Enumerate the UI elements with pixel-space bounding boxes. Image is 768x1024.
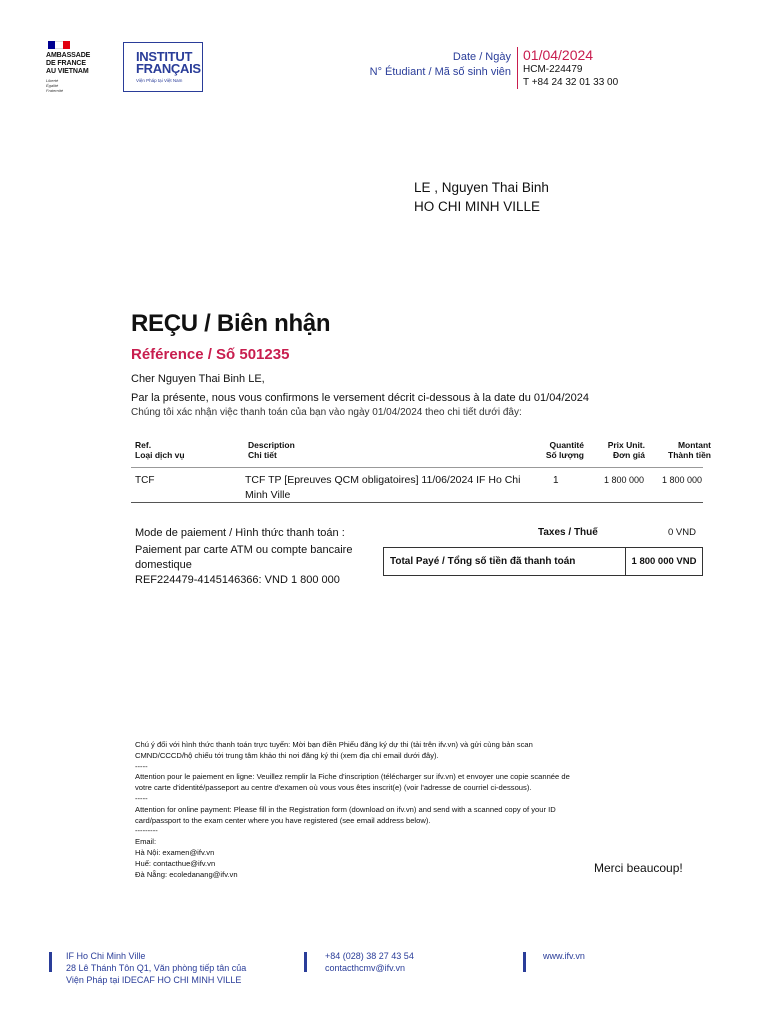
thank-you-text: Merci beaucoup! bbox=[594, 861, 683, 875]
recipient-city: HO CHI MINH VILLE bbox=[414, 199, 541, 214]
ambassade-line-1: AMBASSADE bbox=[46, 52, 91, 59]
institut-logo-line-2: FRANÇAIS bbox=[136, 61, 201, 76]
ambassade-line-2: DE FRANCE bbox=[46, 60, 86, 67]
flag-blue-stripe bbox=[48, 41, 55, 49]
row-description: TCF TP [Epreuves QCM obligatoires] 11/06/2024 IF Ho Chi Minh Ville bbox=[245, 474, 521, 501]
motto-line-2: Égalité bbox=[46, 83, 59, 88]
footer-bar-3 bbox=[523, 952, 526, 972]
taxes-label: Taxes / Thuế bbox=[538, 527, 598, 538]
receipt-reference: Référence / Số 501235 bbox=[131, 346, 290, 363]
email-hanoi: Hà Nội: examen@ifv.vn bbox=[135, 847, 215, 857]
taxes-value: 0 VND bbox=[668, 527, 696, 538]
confirmation-text-vn: Chúng tôi xác nhận việc thanh toán của bạn vào ngày 01/04/2024 theo chi tiết dưới đây: bbox=[131, 407, 522, 418]
footer-contact-block bbox=[325, 950, 414, 974]
ambassade-name bbox=[46, 52, 116, 76]
recipient-name: LE , Nguyen Thai Binh bbox=[414, 180, 549, 195]
footer-address-line-1: 28 Lê Thánh Tôn Q1, Văn phòng tiếp tân của bbox=[66, 963, 247, 973]
footer-bar-2 bbox=[304, 952, 307, 972]
french-flag-icon bbox=[48, 41, 70, 49]
column-header-unit-price bbox=[608, 440, 645, 460]
row-amount: 1 800 000 bbox=[661, 475, 702, 485]
footer-address-line-2: Viện Pháp tại IDECAF HO CHI MINH VILLE bbox=[66, 975, 242, 985]
student-number-value: HCM-224479 bbox=[523, 64, 583, 75]
row-quantity: 1 bbox=[553, 475, 559, 486]
payment-method-detail bbox=[135, 543, 365, 588]
payment-reference: REF224479-4145146366: VND 1 800 000 bbox=[135, 574, 340, 586]
note-vn: Chú ý đối với hình thức thanh toán trực tuyến: Mời bạn điền Phiếu đăng ký dự thi (tải trên ifv.vn) và gửi cùng bản scan CMND/CCCD/hộ chiếu tới trung tâm khảo thi nơi đăng ký thi (xem địa chỉ email dưới đây). bbox=[135, 740, 535, 760]
email-danang: Đà Nẵng: ecoledanang@ifv.vn bbox=[135, 869, 238, 879]
payment-method-label: Mode de paiement / Hình thức thanh toán : bbox=[135, 527, 345, 539]
column-header-amount bbox=[668, 440, 711, 460]
payment-notes bbox=[135, 740, 575, 880]
table-bottom-divider bbox=[131, 502, 703, 503]
column-header-unit-price-fr: Prix Unit. bbox=[607, 440, 645, 450]
column-header-quantity bbox=[546, 440, 584, 460]
institut-logo-line-1: INSTITUT bbox=[136, 49, 193, 64]
ambassade-line-3: AU VIETNAM bbox=[46, 68, 89, 75]
email-heading: Email: bbox=[135, 837, 157, 847]
column-header-quantity-vn: Số lượng bbox=[545, 450, 584, 460]
institut-logo-tagline: Viện Pháp tại Việt Nam bbox=[136, 78, 183, 83]
total-paid-box bbox=[383, 547, 703, 576]
footer-address-block bbox=[66, 950, 246, 986]
column-header-amount-vn: Thành tiền bbox=[668, 450, 711, 460]
column-header-amount-fr: Montant bbox=[677, 440, 711, 450]
header-meta-values bbox=[523, 47, 618, 89]
note-separator-1: ----- bbox=[135, 761, 148, 771]
footer-org: IF Ho Chi Minh Ville bbox=[66, 951, 146, 961]
footer-phone: +84 (028) 38 27 43 54 bbox=[325, 951, 414, 961]
flag-red-stripe bbox=[63, 41, 70, 49]
footer-email[interactable]: contacthcmv@ifv.vn bbox=[325, 963, 405, 973]
date-value: 01/04/2024 bbox=[523, 47, 594, 63]
student-number-label: N° Étudiant / Mã số sinh viên bbox=[369, 66, 511, 78]
payment-method-type: Paiement par carte ATM ou compte bancaire domestique bbox=[135, 544, 353, 571]
date-label: Date / Ngày bbox=[452, 51, 511, 63]
ambassade-logo bbox=[46, 41, 116, 93]
meta-divider bbox=[517, 47, 518, 89]
email-hue: Huế: contacthue@ifv.vn bbox=[135, 858, 216, 868]
footer-bar-1 bbox=[49, 952, 52, 972]
confirmation-text-fr: Par la présente, nous vous confirmons le versement décrit ci-dessous à la date du 01/04/2024 bbox=[131, 392, 589, 404]
total-paid-value: 1 800 000 VND bbox=[631, 556, 697, 567]
motto-line-1: Liberté bbox=[46, 78, 59, 83]
flag-white-stripe bbox=[55, 41, 62, 49]
column-header-description-vn: Chi tiết bbox=[248, 450, 277, 460]
note-separator-2: ----- bbox=[135, 793, 148, 803]
greeting: Cher Nguyen Thai Binh LE, bbox=[131, 373, 265, 385]
column-header-unit-price-vn: Đơn giá bbox=[612, 450, 645, 460]
column-header-quantity-fr: Quantité bbox=[549, 440, 584, 450]
ambassade-motto bbox=[46, 78, 116, 93]
note-fr: Attention pour le paiement en ligne: Veuillez remplir la Fiche d'inscription (télécharger sur ifv.vn) et envoyer une copie scannée de votre carte d'identité/passeport au centre d'examen où vous vous êtes inscrit(e) (voir l'adresse de courriel ci-dessous). bbox=[135, 772, 572, 793]
recipient-address bbox=[414, 178, 549, 216]
table-header-divider bbox=[131, 467, 703, 468]
note-en: Attention for online payment: Please fill in the Registration form (download on ifv.vn) and send with a scanned copy of your ID card/passport to the exam center where you have registered (see email address below). bbox=[135, 804, 558, 825]
note-separator-3: --------- bbox=[135, 826, 158, 836]
institut-francais-logo bbox=[123, 42, 203, 92]
column-header-description-fr: Description bbox=[248, 440, 295, 450]
receipt-title: REÇU / Biên nhận bbox=[131, 310, 331, 337]
column-header-ref-vn: Loại dịch vụ bbox=[135, 450, 185, 460]
column-header-description bbox=[248, 440, 295, 460]
row-ref: TCF bbox=[135, 475, 155, 486]
footer-website[interactable]: www.ifv.vn bbox=[543, 951, 585, 961]
phone-number: T +84 24 32 01 33 00 bbox=[523, 77, 619, 88]
row-unit-price: 1 800 000 bbox=[603, 475, 644, 485]
column-header-ref bbox=[135, 440, 185, 460]
column-header-ref-fr: Ref. bbox=[135, 440, 152, 450]
motto-line-3: Fraternité bbox=[46, 88, 64, 93]
header-meta-labels bbox=[370, 50, 511, 80]
total-paid-label: Total Payé / Tổng số tiền đã thanh toán bbox=[384, 548, 626, 575]
